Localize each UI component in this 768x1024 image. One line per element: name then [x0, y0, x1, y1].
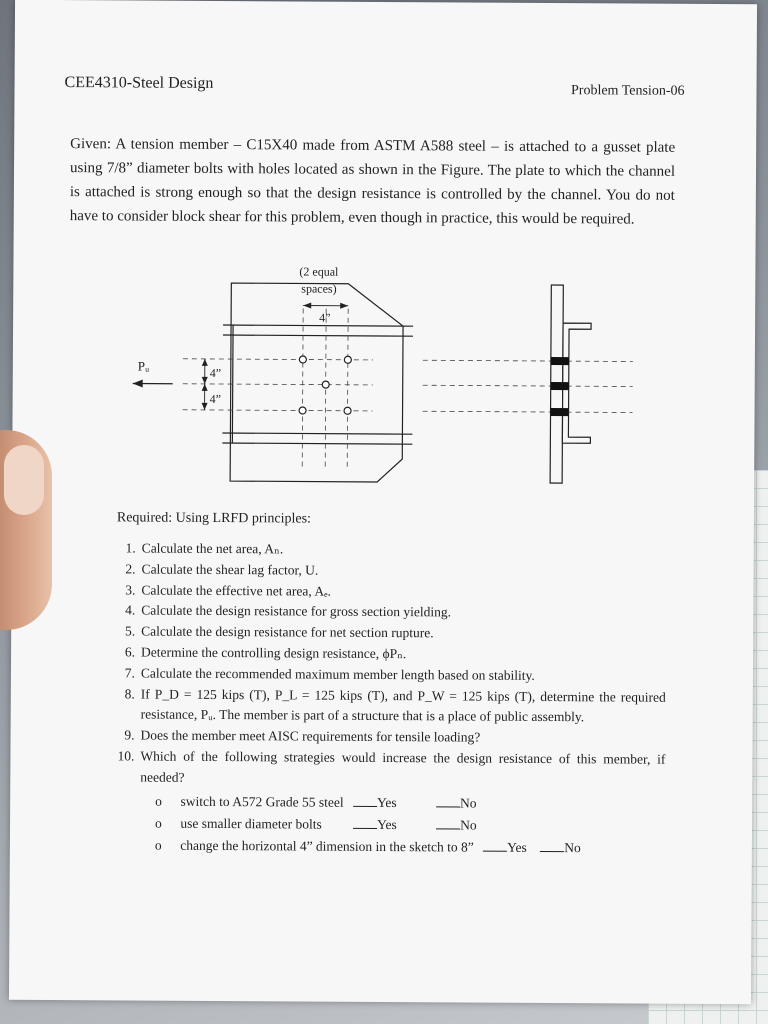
item-text: Calculate the net area, Aₙ. [141, 540, 284, 557]
yes-blank[interactable] [353, 818, 377, 829]
yes-blank[interactable] [483, 841, 507, 852]
item-text: Calculate the shear lag factor, U. [141, 561, 319, 578]
bolt-hole [299, 356, 306, 363]
item-text: Does the member meet AISC requirements for tensile loading? [140, 727, 481, 745]
yes-label: Yes [507, 839, 527, 855]
list-item [111, 684, 666, 729]
item-number: 7. [124, 665, 135, 681]
course-title: CEE4310-Steel Design [64, 74, 214, 92]
channel-bottom-flange-line-2 [222, 443, 412, 444]
dim-arrow-mid-up [202, 384, 208, 391]
item-text: Calculate the effective net area, Aₑ. [141, 582, 332, 599]
bolt-hole [322, 381, 329, 388]
end-view-bolt [551, 408, 569, 416]
channel-top-flange-line-2 [223, 335, 413, 336]
yes-label: Yes [377, 816, 397, 833]
required-title: Required: Using LRFD principles: [116, 510, 311, 527]
bullet-icon: o [154, 815, 162, 831]
no-label: No [460, 795, 477, 811]
end-view-gauge-top [423, 360, 633, 361]
option-row [155, 813, 675, 838]
end-view-gauge-bottom [423, 411, 633, 412]
bolt-hole [344, 356, 351, 363]
bolt-line-1 [302, 309, 303, 469]
item-text: Calculate the design resistance for net section rupture. [141, 623, 434, 641]
channel-bottom-flange-line-1 [222, 433, 412, 434]
yes-label: Yes [376, 794, 397, 811]
no-blank[interactable] [436, 818, 460, 829]
list-item [110, 746, 665, 791]
item-number: 4. [125, 602, 136, 618]
item-number: 5. [125, 623, 136, 639]
item-number: 1. [125, 540, 136, 556]
vertical-dim-label-2: 4” [209, 391, 221, 407]
no-blank[interactable] [436, 796, 460, 807]
connection-sketch [122, 262, 643, 485]
item-text: Calculate the recommended maximum member length based on stability. [140, 665, 535, 683]
option-row [155, 791, 675, 816]
no-label: No [460, 817, 477, 833]
spacing-label-line1: (2 equal [299, 264, 339, 279]
item-text: Which of the following strategies would increase the design resistance of this member, if needed? [140, 748, 666, 785]
bolt-hole [299, 407, 306, 414]
end-view-gauge-mid [423, 385, 633, 386]
worksheet-page [9, 0, 757, 1004]
item-number: 2. [125, 561, 136, 577]
dim-arrow-right [340, 303, 348, 309]
yes-blank[interactable] [353, 796, 377, 807]
item-number: 8. [124, 686, 135, 702]
load-arrow-head [133, 379, 143, 387]
option-row [155, 835, 675, 860]
no-label: No [564, 840, 581, 856]
dim-arrow-up [202, 359, 208, 366]
spacing-label-line2: spaces) [301, 281, 337, 296]
item-number: 9. [124, 727, 135, 743]
required-list [110, 538, 667, 791]
option-text: switch to A572 Grade 55 steel [180, 793, 344, 810]
item-text: Determine the controlling design resistance, ϕPₙ. [141, 644, 407, 662]
option-text: change the horizontal 4” dimension in the sketch to 8” [180, 837, 474, 855]
strategy-options [155, 791, 675, 860]
bolt-line-3 [347, 309, 348, 469]
option-text: use smaller diameter bolts [180, 815, 322, 832]
no-blank[interactable] [540, 841, 564, 852]
problem-id: Problem Tension-06 [570, 83, 685, 99]
end-view-bolt [551, 357, 569, 365]
dim-arrow-down [202, 403, 208, 410]
item-number: 10. [117, 748, 135, 764]
end-view-bolt [551, 382, 569, 390]
bolt-hole [344, 407, 351, 414]
gauge-line-middle [183, 384, 373, 385]
item-number: 6. [124, 644, 136, 660]
item-text: If P_D = 125 kips (T), P_L = 125 kips (T), and P_W = 125 kips (T), determine the required resistance, Pᵤ. The member is part of a structure that is a place of public assembly. [140, 686, 666, 725]
thumbnail [4, 445, 44, 515]
channel-top-flange-line-1 [223, 325, 413, 326]
item-text: Calculate the design resistance for gross section yielding. [141, 602, 452, 620]
vertical-dim-label-1: 4” [209, 365, 222, 381]
load-label: Pᵤ [137, 358, 150, 374]
horizontal-dim-label: 4” [319, 310, 331, 325]
dim-arrow-left [303, 303, 311, 309]
bullet-icon: o [155, 793, 162, 809]
bullet-icon: o [154, 837, 162, 853]
item-number: 3. [125, 582, 136, 598]
given-statement: Given: A tension member – C15X40 made from ASTM A588 steel – is attached to a gusset plate using 7/8” diameter bolts with holes located as shown in the Figure. The plate to which the channel is attached is strong enough so that the design resistance is controlled by the channel. You do not have to consider block shear for this problem, even though in practice, this would be required. [69, 136, 676, 228]
gusset-plate-outline [230, 283, 403, 482]
dim-arrow-mid-down [202, 377, 208, 384]
